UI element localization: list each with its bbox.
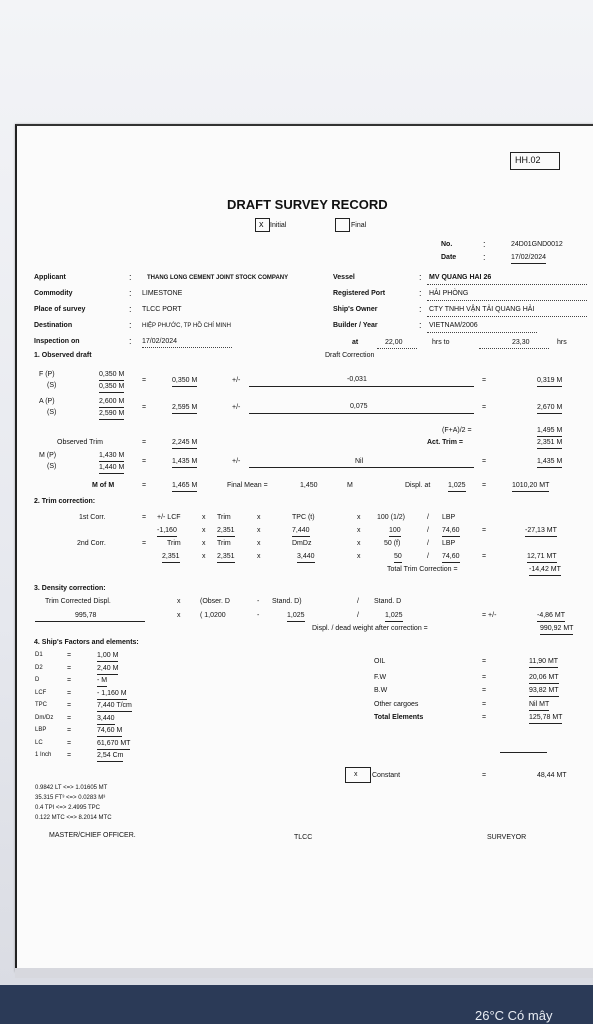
lcf-value: -1,160 — [157, 525, 177, 537]
builder-label: Builder / Year — [333, 322, 378, 329]
draft-correction-title: Draft Correction — [325, 352, 375, 359]
aft-port-draft: 2,600 M — [99, 396, 124, 408]
destination-label: Destination — [34, 322, 73, 329]
factor-key: 1 Inch — [35, 752, 52, 758]
final-checkbox — [335, 218, 350, 232]
density-correction: -4,86 MT — [537, 610, 565, 622]
factor-key: Dm/Dz — [35, 714, 54, 721]
mean-of-mean: 1,465 M — [172, 480, 197, 492]
document-sheet: HH.02 DRAFT SURVEY RECORD x Initial Final No. : 24D01GND0012 Date : 17/02/2024 Applicant Commodity Place of survey Destination Inspection on : : : : : THANG LONG CEMENT JOINT STOCK COMPANY LIMESTONE TLCC PORT HIỆP PHƯỚC, TP HỒ CHÍ MINH 17/02/2024 Vessel Registered Port Ship's Owner Builder / Year : : : : MV QUANG HAI 26 HẢI PHÒNG CTY TNHH VẬN TẢI QUANG HẢI VIETNAM/2006 at 22,00 hrs to 23,30 hrs 1. Observed draft Draft Correction F (P) (S) 0,350 M 0,350 M = 0,350 M +/- -0,031 = 0,319 M A (P) (S) 2,600 M 2,590 M = 2,595 M +/- 0,075 = 2,670 M (F+A)/2 = 1,495 M Observed Trim = 2,245 M Act. Trim = 2,351 M M (P) (S) 1,430 M 1,440 M = 1,435 M +/- Nil = 1,435 M M of M = 1,465 M Final Mean = 1,450 M Displ. at 1,025 = 1010,20 MT 2. Trim correction: 1st Corr. = 2nd Corr. = +/- LCF x Trim x TPC (t) x 100 (1/2) / LBP -1,160 x 2,351 x 7,440 x 100 / 74,60 = -27,13 MT Trim x Trim x DmDz x 50 (f) / LBP 2,351 x 2,351 x 3,440 x 50 / 74,60 = 12,71 MT Total Trim Correction = -14,42 MT 3. Density correction: Trim Corrected Displ. x (Obser. D - Stand. D) / Stand. D 995,78 x ( 1,0200 - 1,025 / 1,025 = +/- -4,86 MT Displ. / dead weight after correction = 990,92 MT 4. Ship's Factors and elements: D1 = 1,00 M D2 = 2,40 M D = - M LCF = - 1,160 M TPC = 7,440 T/cm Dm/Dz = 3,440 LBP = 74,60 M LC = 61,670 MT 1 Inch = 2,54 Cm OIL = 11,90 MT F.W = 20,06 MT B.W = 93,82 MT Other cargoes = Nil MT Total Elements = 125,78 MT x Constant = 48,44 MT 0.9842 LT <=> 1.01605 MT 35.315 FT³ <=> 0.0283 M³ 0.4 TPI <=> 2.4995 TPC 0.122 MTC <=> 8.2014 MTC MASTER/CHIEF OFFICER. TLCC SURVEYOR — [15, 124, 593, 972]
factor-value: 74,60 M — [97, 725, 122, 737]
mid-corrected: 1,435 M — [537, 456, 562, 468]
commodity-label: Commodity — [34, 290, 73, 297]
trim-2a: 2,351 — [162, 551, 180, 563]
lbp-1: 74,60 — [442, 525, 460, 537]
element-value: Nil MT — [529, 699, 549, 711]
inspection-label: Inspection on — [34, 338, 80, 345]
observed-trim: 2,245 M — [172, 437, 197, 449]
element-key: Total Elements — [374, 714, 424, 721]
element-key: Other cargoes — [374, 701, 419, 708]
displacement: 1010,20 MT — [512, 480, 549, 492]
form-code: HH.02 — [515, 155, 541, 165]
owner-value: CTY TNHH VẬN TẢI QUANG HẢI — [429, 306, 535, 313]
mid-mean: 1,435 M — [172, 456, 197, 468]
factor-key: D1 — [35, 652, 43, 658]
factor-value: 61,670 MT — [97, 738, 130, 750]
weather-widget[interactable]: 26°C Có mây — [475, 1008, 553, 1023]
inspection-value: 17/02/2024 — [142, 338, 178, 345]
final-label: Final — [351, 222, 367, 229]
initial-label: Initial — [270, 222, 287, 229]
fwd-stbd-draft: 0,350 M — [99, 381, 124, 393]
signature-tlcc: TLCC — [294, 834, 313, 841]
applicant-value: THANG LONG CEMENT JOINT STOCK COMPANY — [147, 275, 289, 281]
total-trim-correction: -14,42 MT — [529, 564, 561, 576]
monitor-bezel — [15, 968, 593, 978]
factor-key: D — [35, 677, 40, 683]
section-1-title: 1. Observed draft — [34, 352, 92, 359]
factor-value: 3,440 — [97, 713, 115, 725]
destination-value: HIỆP PHƯỚC, TP HỒ CHÍ MINH — [142, 323, 231, 329]
builder-value: VIETNAM/2006 — [429, 322, 478, 329]
date-value: 17/02/2024 — [511, 252, 546, 264]
element-value: 11,90 MT — [529, 656, 558, 668]
place-label: Place of survey — [34, 306, 86, 313]
applicant-label: Applicant — [34, 274, 66, 281]
conversion-note-4: 0.122 MTC <=> 8.2014 MTC — [35, 815, 112, 821]
factor-key: LBP — [35, 727, 47, 733]
section-4-title: 4. Ship's Factors and elements: — [34, 639, 139, 646]
vessel-value: MV QUANG HAI 26 — [429, 274, 492, 281]
factor-key: LCF — [35, 689, 47, 696]
conversion-note-2: 35.315 FT³ <=> 0.0283 M³ — [35, 795, 106, 801]
trim-2b: 2,351 — [217, 551, 235, 563]
trim-corrected-displ: 995,78 — [75, 612, 97, 619]
mid-correction: Nil — [355, 458, 364, 465]
initial-mark: x — [259, 219, 264, 229]
factor-value: - 1,160 M — [97, 688, 127, 700]
factor-key: D2 — [35, 664, 43, 671]
element-key: B.W — [374, 687, 388, 694]
fwd-corrected: 0,319 M — [537, 375, 562, 387]
constant-value: 48,44 MT — [537, 772, 567, 779]
factor-value: - M — [97, 675, 107, 687]
trim-1: 2,351 — [217, 525, 235, 537]
port-label: Registered Port — [333, 290, 386, 297]
second-correction: 12,71 MT — [527, 551, 557, 563]
document-title: DRAFT SURVEY RECORD — [227, 197, 388, 212]
owner-label: Ship's Owner — [333, 306, 378, 313]
constant-checkbox — [345, 767, 371, 783]
conversion-note-1: 0.9842 LT <=> 1.01605 MT — [35, 785, 108, 791]
aft-mean: 2,595 M — [172, 402, 197, 414]
end-time: 23,30 — [512, 339, 530, 346]
mid-port-draft: 1,430 M — [99, 450, 124, 462]
signature-surveyor: SURVEYOR — [487, 834, 527, 841]
signature-master: MASTER/CHIEF OFFICER. — [49, 832, 136, 839]
fa-mean: 1,495 M — [537, 425, 562, 437]
observed-density: ( 1,0200 — [200, 612, 226, 619]
aft-corrected: 2,670 M — [537, 402, 562, 414]
constant-label: Constant — [372, 772, 401, 779]
lbp-2: 74,60 — [442, 551, 460, 563]
factor-key: TPC — [35, 702, 47, 708]
factor-value: 1,00 M — [97, 650, 118, 662]
actual-trim: 2,351 M — [537, 437, 562, 449]
date-label: Date — [441, 254, 457, 261]
standard-density: 1,025 — [287, 610, 305, 622]
displ-after-correction: 990,92 MT — [540, 623, 573, 635]
factor-value: 7,440 T/cm — [97, 700, 132, 712]
first-correction: -27,13 MT — [525, 525, 557, 537]
section-2-title: 2. Trim correction: — [34, 498, 96, 505]
element-value: 93,82 MT — [529, 685, 559, 697]
element-value: 125,78 MT — [529, 712, 562, 724]
start-time: 22,00 — [385, 339, 403, 346]
mid-stbd-draft: 1,440 M — [99, 462, 124, 474]
port-value: HẢI PHÒNG — [429, 290, 469, 297]
element-value: 20,06 MT — [529, 672, 559, 684]
factor-value: 2,40 M — [97, 663, 118, 675]
element-key: F.W — [374, 674, 387, 681]
element-key: OIL — [374, 658, 386, 665]
fwd-port-draft: 0,350 M — [99, 369, 124, 381]
vessel-label: Vessel — [333, 274, 355, 281]
commodity-value: LIMESTONE — [142, 290, 183, 297]
aft-correction: 0,075 — [350, 403, 368, 410]
tpc-value: 7,440 — [292, 525, 310, 537]
conversion-note-3: 0.4 TPI <=> 2.4995 TPC — [35, 805, 100, 811]
section-3-title: 3. Density correction: — [34, 585, 106, 592]
displ-density: 1,025 — [448, 480, 466, 492]
factor-key: LC — [35, 739, 43, 746]
final-mean: 1,450 — [300, 482, 318, 489]
dmdz-value: 3,440 — [297, 551, 315, 563]
no-value: 24D01GND0012 — [511, 241, 563, 248]
no-label: No. — [441, 241, 453, 248]
aft-stbd-draft: 2,590 M — [99, 408, 124, 420]
place-value: TLCC PORT — [142, 306, 182, 313]
factor-value: 2,54 Cm — [97, 750, 123, 762]
fwd-correction: -0,031 — [347, 376, 367, 383]
fwd-mean: 0,350 M — [172, 375, 197, 387]
